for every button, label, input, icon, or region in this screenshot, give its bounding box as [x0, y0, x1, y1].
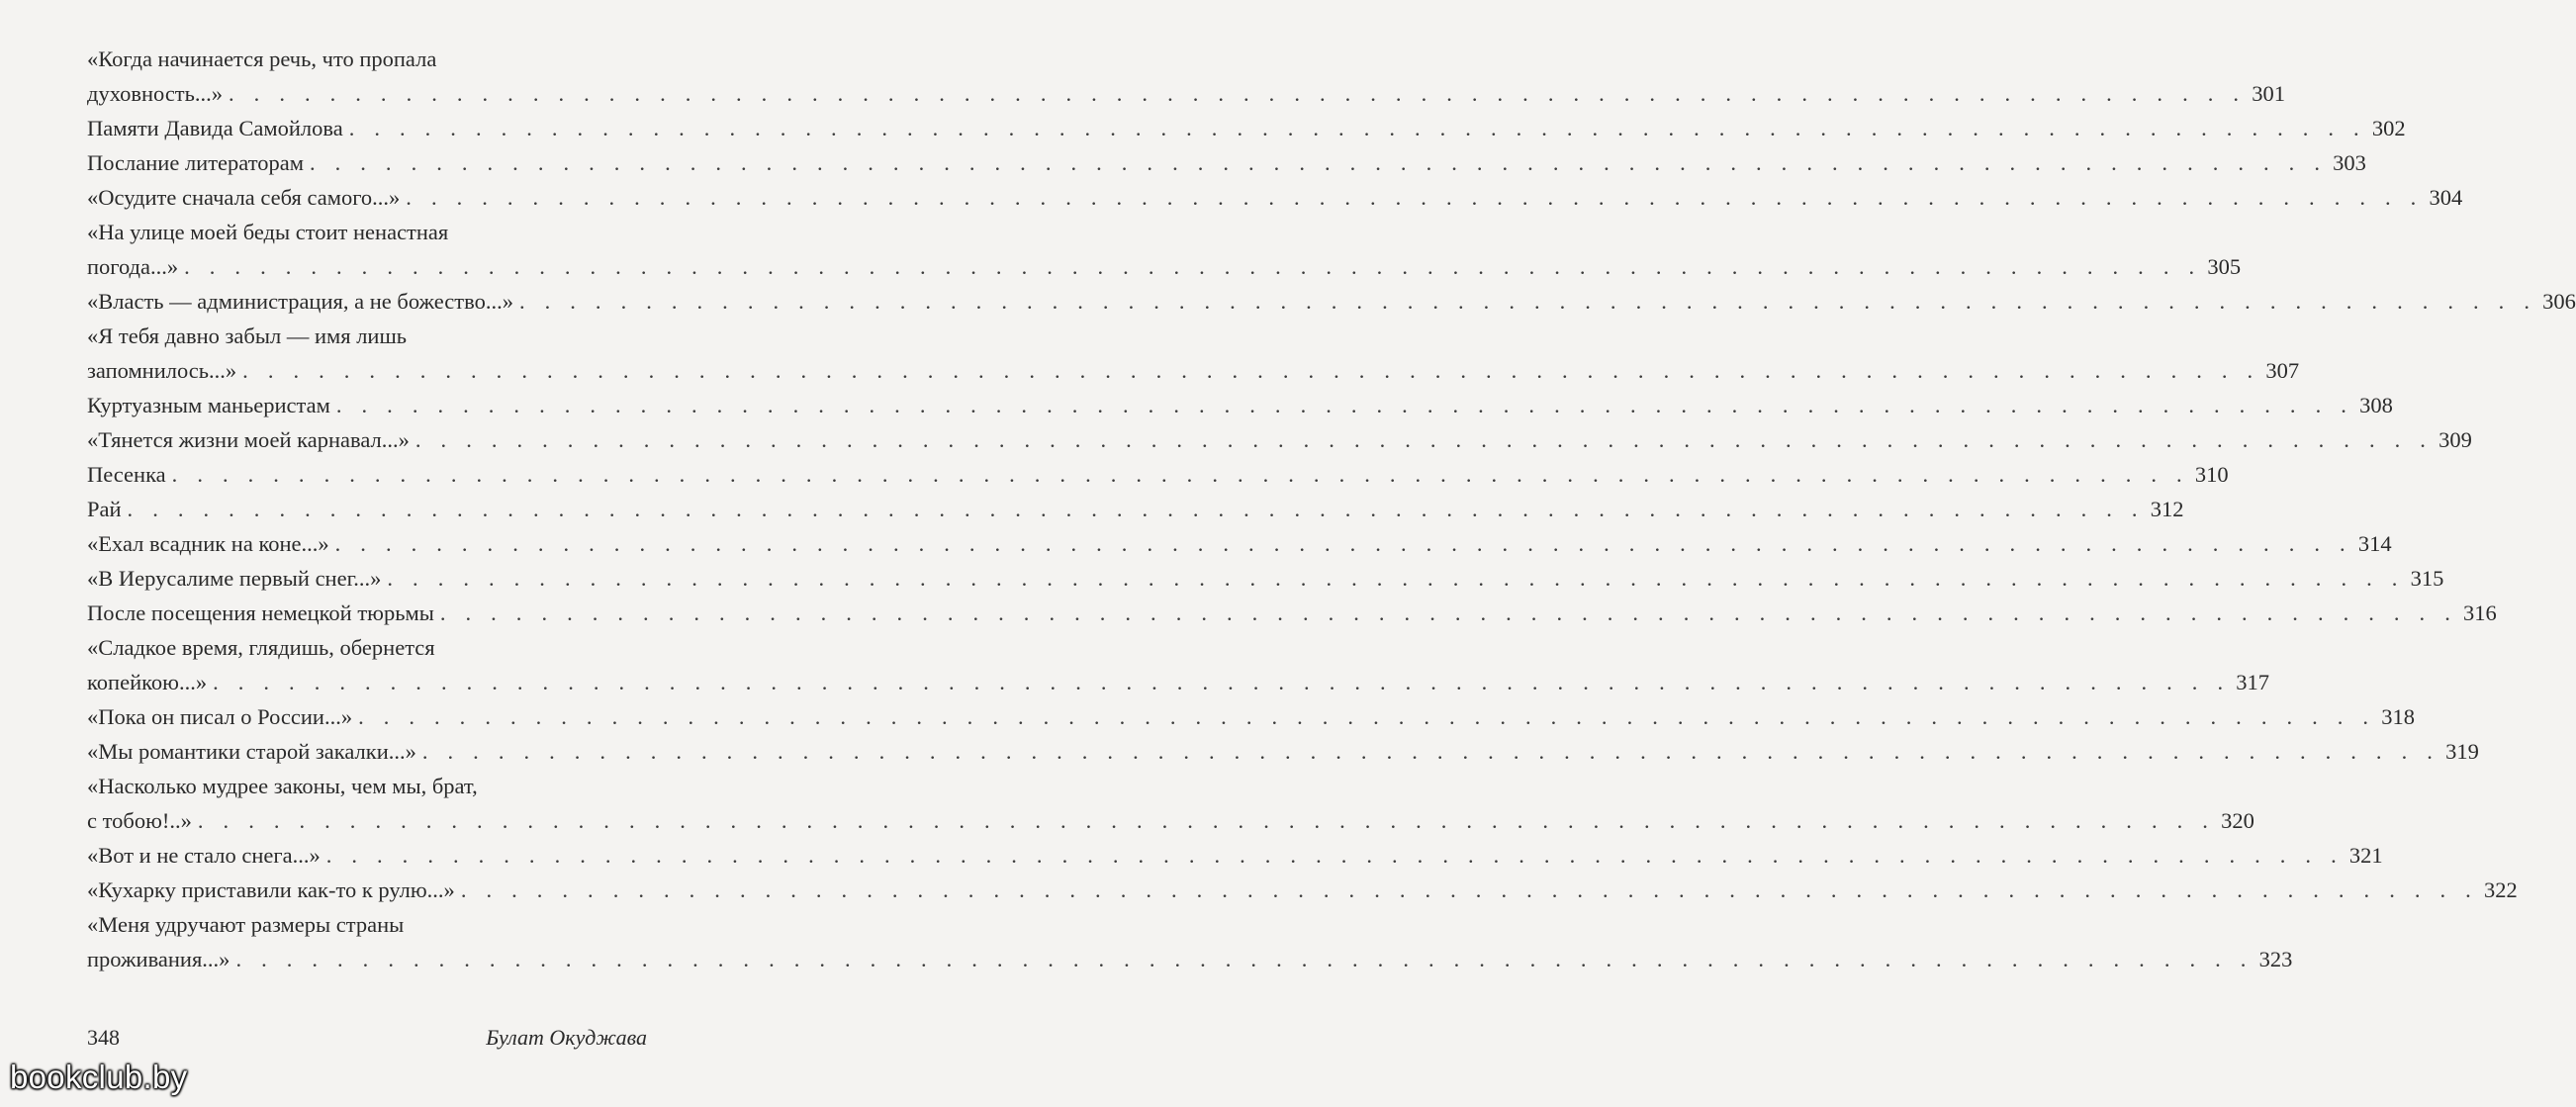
toc-entry-title-line: «Я тебя давно забыл — имя лишь — [87, 323, 408, 348]
toc-entry-title: Рай — [87, 497, 122, 521]
toc-entry-row — [87, 942, 2293, 976]
toc-entry-row — [87, 457, 2229, 492]
toc-entry-title: «Вот и не стало снега...» — [87, 843, 321, 868]
dot-leader: . . . . . . . . . . . . . . . . . . . . . . . . . . . . . . . . . . . . . . . . . . . . . . . . . . . . . . . . . . . . . . . . . . . . . . . . . . . . . . . . — [387, 566, 2405, 591]
toc-page-number: 321 — [2348, 843, 2383, 868]
toc-entry — [87, 111, 2406, 145]
toc-page-number: 314 — [2357, 531, 2392, 556]
toc-page-number: 307 — [2265, 358, 2300, 383]
toc-entry-title: погода...» — [87, 254, 179, 279]
toc-page-number: 316 — [2463, 600, 2497, 625]
toc-entry-row — [87, 526, 2392, 561]
toc-entry-title-line: «Меня удручают размеры страны — [87, 912, 405, 937]
toc-entry-row — [87, 284, 2576, 319]
dot-leader: . . . . . . . . . . . . . . . . . . . . . . . . . . . . . . . . . . . . . . . . . . . . . . . . . . . . . . . . . . . . . . . . . . . . . . . . . . . . . . . . — [358, 704, 2376, 729]
toc-page-number: 319 — [2445, 739, 2479, 764]
dot-leader: . . . . . . . . . . . . . . . . . . . . . . . . . . . . . . . . . . . . . . . . . . . . . . . . . . . . . . . . . . . . . . . . . . . . . . . . . . . . . . . . — [235, 947, 2254, 971]
toc-entry — [87, 145, 2366, 180]
toc-entry-title: «В Иерусалиме первый снег...» — [87, 566, 382, 591]
toc-page-number: 320 — [2221, 808, 2254, 833]
dot-leader: . . . . . . . . . . . . . . . . . . . . . . . . . . . . . . . . . . . . . . . . . . . . . . . . . . . . . . . . . . . . . . . . . . . . . . . . . . . . . . . . — [197, 808, 2216, 833]
toc-entry — [87, 284, 2576, 319]
toc-entry-title: духовность...» — [87, 81, 224, 106]
toc-page-number: 318 — [2381, 704, 2416, 729]
toc-entry-title-line: «На улице моей беды стоит ненастная — [87, 220, 449, 244]
toc-page-number: 322 — [2484, 877, 2518, 902]
toc-page-number: 315 — [2410, 566, 2444, 591]
toc-entry — [87, 422, 2472, 457]
toc-page-number: 310 — [2194, 462, 2229, 487]
dot-leader: . . . . . . . . . . . . . . . . . . . . . . . . . . . . . . . . . . . . . . . . . . . . . . . . . . . . . . . . . . . . . . . . . . . . . . . . . . . . . . . . — [406, 185, 2424, 210]
dot-leader: . . . . . . . . . . . . . . . . . . . . . . . . . . . . . . . . . . . . . . . . . . . . . . . . . . . . . . . . . . . . . . . . . . . . . . . . . . . . . . . . — [335, 393, 2354, 417]
toc-entry-row — [87, 492, 2184, 526]
toc-entry — [87, 319, 2300, 388]
toc-entry-row — [87, 353, 2300, 388]
toc-entry-row — [87, 111, 2406, 145]
toc-entry-title: Песенка — [87, 462, 166, 487]
toc-entry-title: Куртуазным маньеристам — [87, 393, 330, 417]
dot-leader: . . . . . . . . . . . . . . . . . . . . . . . . . . . . . . . . . . . . . . . . . . . . . . . . . . . . . . . . . . . . . . . . . . . . . . . . . . . . . . . . — [460, 877, 2478, 902]
toc-entry — [87, 630, 2270, 699]
dot-leader: . . . . . . . . . . . . . . . . . . . . . . . . . . . . . . . . . . . . . . . . . . . . . . . . . . . . . . . . . . . . . . . . . . . . . . . . . . . . . . . . — [184, 254, 2202, 279]
toc-page-number: 306 — [2542, 289, 2576, 314]
toc-entry-row — [87, 665, 2270, 699]
dot-leader: . . . . . . . . . . . . . . . . . . . . . . . . . . . . . . . . . . . . . . . . . . . . . . . . . . . . . . . . . . . . . . . . . . . . . . . . . . . . . . . . — [518, 289, 2537, 314]
toc-entry — [87, 596, 2497, 630]
toc-entry-title: проживания...» — [87, 947, 230, 971]
toc-entry — [87, 907, 2293, 976]
toc-page-number: 309 — [2438, 427, 2472, 452]
toc-entry-title: «Кухарку приставили как-то к рулю...» — [87, 877, 455, 902]
toc-entry-title-line: «Сладкое время, глядишь, обернется — [87, 635, 435, 660]
page-number: 348 — [87, 1025, 120, 1050]
dot-leader: . . . . . . . . . . . . . . . . . . . . . . . . . . . . . . . . . . . . . . . . . . . . . . . . . . . . . . . . . . . . . . . . . . . . . . . . . . . . . . . . — [414, 427, 2434, 452]
dot-leader: . . . . . . . . . . . . . . . . . . . . . . . . . . . . . . . . . . . . . . . . . . . . . . . . . . . . . . . . . . . . . . . . . . . . . . . . . . . . . . . . — [325, 843, 2344, 868]
toc-entry — [87, 388, 2393, 422]
toc-entry-title: «Осудите сначала себя самого...» — [87, 185, 401, 210]
toc-entry-row — [87, 249, 2242, 284]
toc-page-number: 305 — [2207, 254, 2242, 279]
dot-leader: . . . . . . . . . . . . . . . . . . . . . . . . . . . . . . . . . . . . . . . . . . . . . . . . . . . . . . . . . . . . . . . . . . . . . . . . . . . . . . . . — [127, 497, 2145, 521]
dot-leader: . . . . . . . . . . . . . . . . . . . . . . . . . . . . . . . . . . . . . . . . . . . . . . . . . . . . . . . . . . . . . . . . . . . . . . . . . . . . . . . . — [334, 531, 2352, 556]
toc-entry-row — [87, 734, 2479, 769]
toc-entry — [87, 769, 2254, 838]
toc-entry — [87, 457, 2229, 492]
toc-page-number: 301 — [2252, 81, 2285, 106]
dot-leader: . . . . . . . . . . . . . . . . . . . . . . . . . . . . . . . . . . . . . . . . . . . . . . . . . . . . . . . . . . . . . . . . . . . . . . . . . . . . . . . . — [229, 81, 2247, 106]
toc-entry-title: запомнилось...» — [87, 358, 237, 383]
toc-page-number: 308 — [2359, 393, 2393, 417]
table-of-contents — [87, 42, 2576, 976]
toc-entry-row — [87, 873, 2518, 907]
page-footer — [87, 1025, 647, 1051]
toc-entry-title: «Пока он писал о России...» — [87, 704, 353, 729]
running-author: Булат Окуджава — [486, 1025, 647, 1050]
toc-page-number: 312 — [2150, 497, 2184, 521]
toc-entry-title: Послание литераторам — [87, 150, 304, 175]
toc-entry — [87, 42, 2285, 111]
toc-entry — [87, 873, 2518, 907]
toc-entry-row — [87, 76, 2285, 111]
dot-leader: . . . . . . . . . . . . . . . . . . . . . . . . . . . . . . . . . . . . . . . . . . . . . . . . . . . . . . . . . . . . . . . . . . . . . . . . . . . . . . . . — [242, 358, 2260, 383]
toc-page-number: 317 — [2236, 670, 2270, 694]
toc-page-number: 323 — [2258, 947, 2293, 971]
toc-page-number: 302 — [2371, 116, 2406, 140]
toc-page-number: 303 — [2333, 150, 2366, 175]
dot-leader: . . . . . . . . . . . . . . . . . . . . . . . . . . . . . . . . . . . . . . . . . . . . . . . . . . . . . . . . . . . . . . . . . . . . . . . . . . . . . . . . — [421, 739, 2440, 764]
toc-entry-title: Памяти Давида Самойлова — [87, 116, 343, 140]
toc-entry-row — [87, 838, 2383, 873]
toc-entry-title: После посещения немецкой тюрьмы — [87, 600, 434, 625]
dot-leader: . . . . . . . . . . . . . . . . . . . . . . . . . . . . . . . . . . . . . . . . . . . . . . . . . . . . . . . . . . . . . . . . . . . . . . . . . . . . . . . . — [309, 150, 2328, 175]
toc-entry-title: «Тянется жизни моей карнавал...» — [87, 427, 410, 452]
toc-entry-title: с тобою!..» — [87, 808, 192, 833]
toc-entry — [87, 180, 2463, 215]
watermark: bookclub.by — [10, 1059, 188, 1095]
toc-entry-row — [87, 561, 2444, 596]
dot-leader: . . . . . . . . . . . . . . . . . . . . . . . . . . . . . . . . . . . . . . . . . . . . . . . . . . . . . . . . . . . . . . . . . . . . . . . . . . . . . . . . — [171, 462, 2189, 487]
toc-entry-title: «Власть — администрация, а не божество...» — [87, 289, 513, 314]
dot-leader: . . . . . . . . . . . . . . . . . . . . . . . . . . . . . . . . . . . . . . . . . . . . . . . . . . . . . . . . . . . . . . . . . . . . . . . . . . . . . . . . — [348, 116, 2366, 140]
toc-entry-row — [87, 145, 2366, 180]
toc-entry-row — [87, 180, 2463, 215]
toc-entry-row — [87, 422, 2472, 457]
toc-entry — [87, 492, 2184, 526]
toc-entry — [87, 215, 2242, 284]
dot-leader: . . . . . . . . . . . . . . . . . . . . . . . . . . . . . . . . . . . . . . . . . . . . . . . . . . . . . . . . . . . . . . . . . . . . . . . . . . . . . . . . — [213, 670, 2231, 694]
toc-entry — [87, 734, 2479, 769]
toc-entry-row — [87, 388, 2393, 422]
toc-page-number: 304 — [2429, 185, 2463, 210]
dot-leader: . . . . . . . . . . . . . . . . . . . . . . . . . . . . . . . . . . . . . . . . . . . . . . . . . . . . . . . . . . . . . . . . . . . . . . . . . . . . . . . . — [439, 600, 2458, 625]
toc-entry-row — [87, 699, 2416, 734]
toc-entry-title: «Ехал всадник на коне...» — [87, 531, 329, 556]
toc-entry-row — [87, 803, 2254, 838]
toc-entry — [87, 699, 2416, 734]
toc-entry-title-line: «Когда начинается речь, что пропала — [87, 46, 437, 71]
toc-entry — [87, 561, 2444, 596]
toc-entry-title: копейкою...» — [87, 670, 208, 694]
toc-entry — [87, 838, 2383, 873]
toc-entry — [87, 526, 2392, 561]
toc-entry-title-line: «Насколько мудрее законы, чем мы, брат, — [87, 774, 478, 798]
toc-entry-row — [87, 596, 2497, 630]
toc-entry-title: «Мы романтики старой закалки...» — [87, 739, 416, 764]
